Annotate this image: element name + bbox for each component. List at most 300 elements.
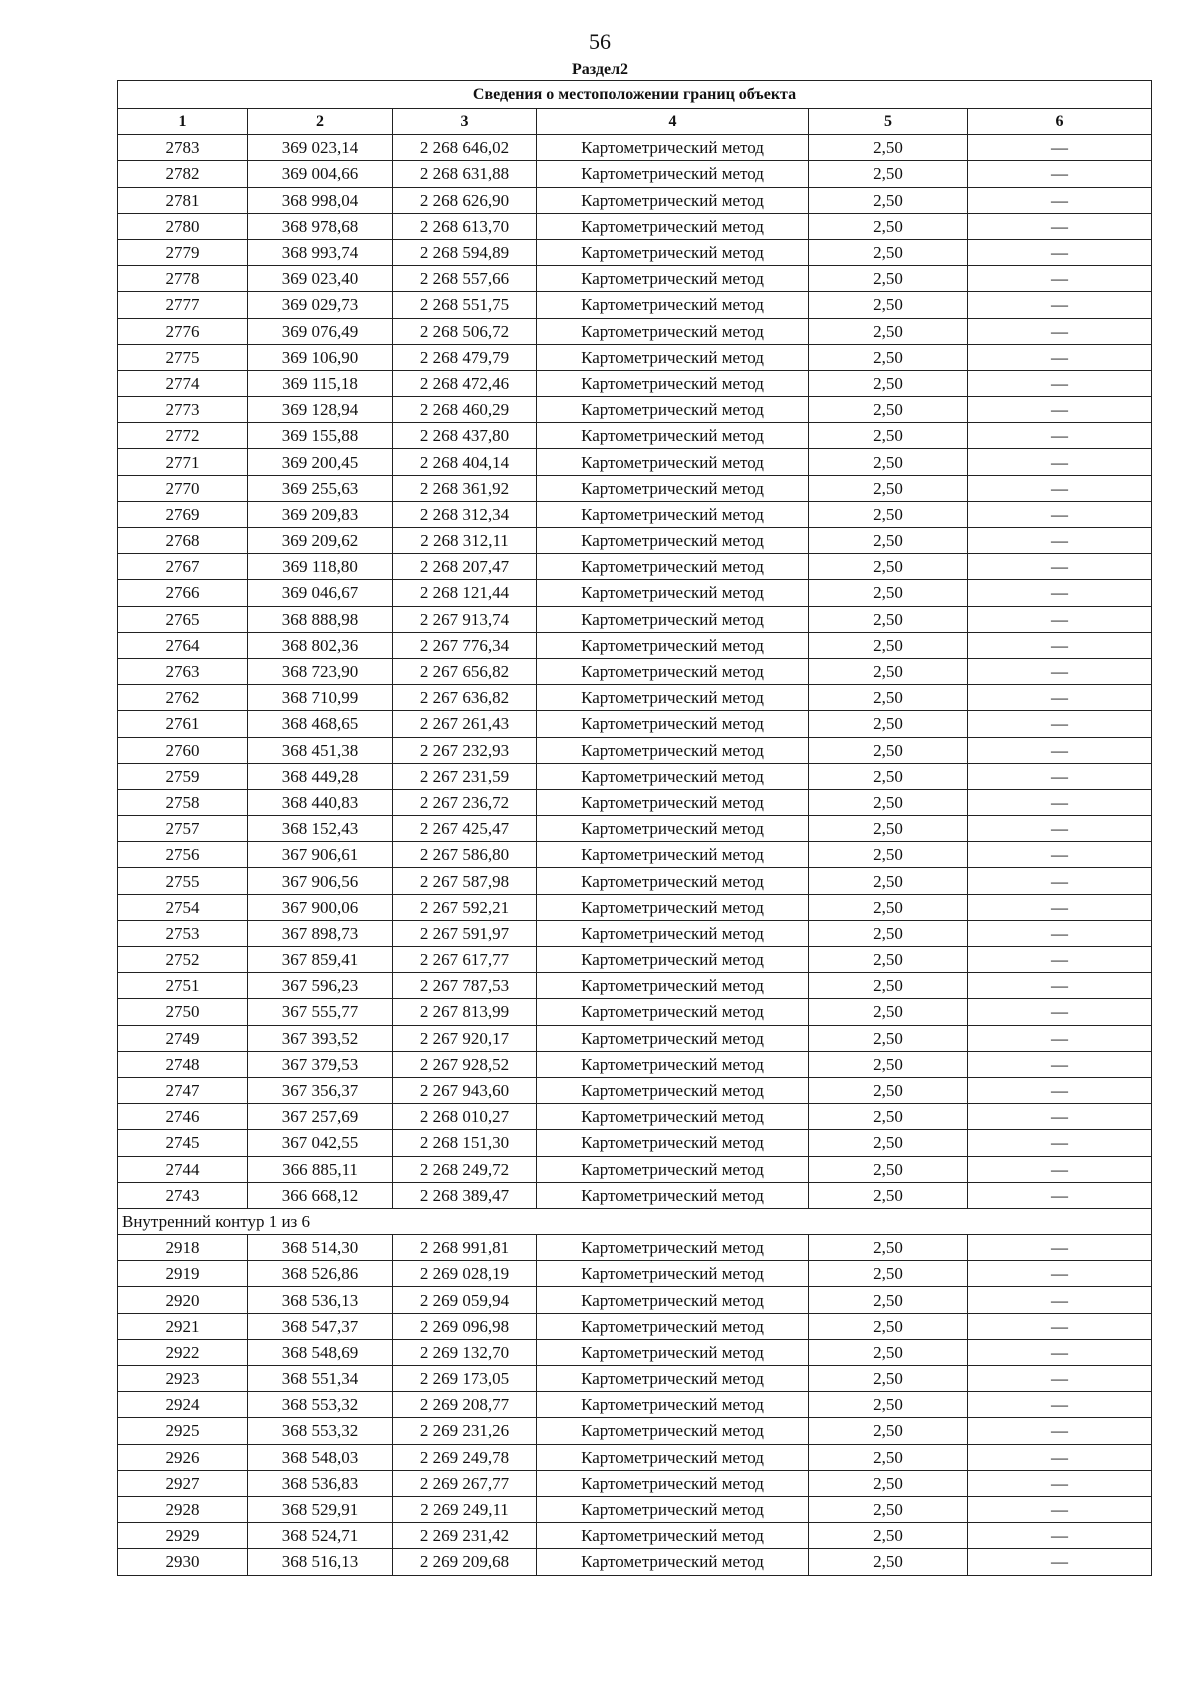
note-cell: —	[968, 213, 1152, 239]
method-cell: Картометрический метод	[537, 1496, 809, 1522]
precision-cell: 2,50	[809, 370, 968, 396]
note-cell: —	[968, 423, 1152, 449]
point-number-cell: 2766	[118, 580, 248, 606]
precision-cell: 2,50	[809, 920, 968, 946]
coordinate-x-cell: 369 115,18	[248, 370, 393, 396]
method-cell: Картометрический метод	[537, 947, 809, 973]
coordinate-y-cell: 2 268 121,44	[393, 580, 537, 606]
point-number-cell: 2919	[118, 1261, 248, 1287]
point-number-cell: 2923	[118, 1366, 248, 1392]
point-number-cell: 2755	[118, 868, 248, 894]
method-cell: Картометрический метод	[537, 370, 809, 396]
table-row	[118, 1156, 1152, 1182]
precision-cell: 2,50	[809, 632, 968, 658]
table-row	[118, 423, 1152, 449]
precision-cell: 2,50	[809, 1235, 968, 1261]
precision-cell: 2,50	[809, 501, 968, 527]
coordinate-y-cell: 2 267 656,82	[393, 658, 537, 684]
precision-cell: 2,50	[809, 763, 968, 789]
coordinate-y-cell: 2 267 928,52	[393, 1051, 537, 1077]
coordinate-x-cell: 369 155,88	[248, 423, 393, 449]
coordinate-x-cell: 368 468,65	[248, 711, 393, 737]
coordinate-x-cell: 369 023,14	[248, 135, 393, 161]
precision-cell: 2,50	[809, 1418, 968, 1444]
precision-cell: 2,50	[809, 1366, 968, 1392]
note-cell: —	[968, 1470, 1152, 1496]
table-body	[118, 135, 1152, 1575]
method-cell: Картометрический метод	[537, 1287, 809, 1313]
precision-cell: 2,50	[809, 1287, 968, 1313]
coordinate-x-cell: 367 906,56	[248, 868, 393, 894]
note-cell: —	[968, 737, 1152, 763]
point-number-cell: 2757	[118, 816, 248, 842]
note-cell: —	[968, 1366, 1152, 1392]
coordinate-y-cell: 2 268 631,88	[393, 161, 537, 187]
coordinate-y-cell: 2 268 506,72	[393, 318, 537, 344]
coordinate-x-cell: 368 152,43	[248, 816, 393, 842]
precision-cell: 2,50	[809, 1313, 968, 1339]
coordinate-y-cell: 2 268 557,66	[393, 266, 537, 292]
point-number-cell: 2764	[118, 632, 248, 658]
table-row	[118, 318, 1152, 344]
note-cell: —	[968, 1156, 1152, 1182]
coordinate-y-cell: 2 267 591,97	[393, 920, 537, 946]
note-cell: —	[968, 292, 1152, 318]
note-cell: —	[968, 580, 1152, 606]
coordinate-x-cell: 367 906,61	[248, 842, 393, 868]
coordinate-x-cell: 368 998,04	[248, 187, 393, 213]
coordinate-x-cell: 367 555,77	[248, 999, 393, 1025]
point-number-cell: 2930	[118, 1549, 248, 1575]
table-row	[118, 685, 1152, 711]
note-cell: —	[968, 344, 1152, 370]
precision-cell: 2,50	[809, 292, 968, 318]
table-row	[118, 1549, 1152, 1575]
table-row	[118, 1182, 1152, 1208]
coordinate-y-cell: 2 269 173,05	[393, 1366, 537, 1392]
note-cell: —	[968, 789, 1152, 815]
coordinate-y-cell: 2 268 404,14	[393, 449, 537, 475]
method-cell: Картометрический метод	[537, 1470, 809, 1496]
coordinate-x-cell: 368 536,83	[248, 1470, 393, 1496]
point-number-cell: 2780	[118, 213, 248, 239]
coordinate-y-cell: 2 267 232,93	[393, 737, 537, 763]
point-number-cell: 2765	[118, 606, 248, 632]
precision-cell: 2,50	[809, 528, 968, 554]
note-cell: —	[968, 370, 1152, 396]
coordinate-x-cell: 369 118,80	[248, 554, 393, 580]
table-row	[118, 1077, 1152, 1103]
note-cell: —	[968, 135, 1152, 161]
precision-cell: 2,50	[809, 868, 968, 894]
coordinate-y-cell: 2 267 943,60	[393, 1077, 537, 1103]
note-cell: —	[968, 528, 1152, 554]
point-number-cell: 2758	[118, 789, 248, 815]
coordinate-y-cell: 2 269 132,70	[393, 1339, 537, 1365]
coordinate-y-cell: 2 268 460,29	[393, 397, 537, 423]
boundary-table	[117, 80, 1152, 1576]
coordinate-x-cell: 369 255,63	[248, 475, 393, 501]
coordinate-y-cell: 2 269 231,42	[393, 1523, 537, 1549]
precision-cell: 2,50	[809, 135, 968, 161]
point-number-cell: 2918	[118, 1235, 248, 1261]
note-cell: —	[968, 554, 1152, 580]
note-cell: —	[968, 1418, 1152, 1444]
method-cell: Картометрический метод	[537, 318, 809, 344]
precision-cell: 2,50	[809, 1339, 968, 1365]
precision-cell: 2,50	[809, 1077, 968, 1103]
note-cell: —	[968, 1549, 1152, 1575]
coordinate-x-cell: 367 900,06	[248, 894, 393, 920]
precision-cell: 2,50	[809, 737, 968, 763]
precision-cell: 2,50	[809, 658, 968, 684]
table-row	[118, 1418, 1152, 1444]
point-number-cell: 2759	[118, 763, 248, 789]
table-row	[118, 1470, 1152, 1496]
method-cell: Картометрический метод	[537, 580, 809, 606]
method-cell: Картометрический метод	[537, 1077, 809, 1103]
table-row	[118, 606, 1152, 632]
coordinate-x-cell: 368 551,34	[248, 1366, 393, 1392]
table-row	[118, 1339, 1152, 1365]
method-cell: Картометрический метод	[537, 475, 809, 501]
coordinate-y-cell: 2 268 613,70	[393, 213, 537, 239]
table-row	[118, 737, 1152, 763]
point-number-cell: 2756	[118, 842, 248, 868]
note-cell: —	[968, 1235, 1152, 1261]
method-cell: Картометрический метод	[537, 449, 809, 475]
coordinate-y-cell: 2 268 991,81	[393, 1235, 537, 1261]
point-number-cell: 2754	[118, 894, 248, 920]
table-row	[118, 449, 1152, 475]
coordinate-x-cell: 368 547,37	[248, 1313, 393, 1339]
coordinate-y-cell: 2 268 010,27	[393, 1104, 537, 1130]
coordinate-x-cell: 368 548,03	[248, 1444, 393, 1470]
coordinate-y-cell: 2 267 617,77	[393, 947, 537, 973]
precision-cell: 2,50	[809, 1156, 968, 1182]
point-number-cell: 2753	[118, 920, 248, 946]
precision-cell: 2,50	[809, 1182, 968, 1208]
contour-label-row	[118, 1208, 1152, 1234]
coordinate-y-cell: 2 267 787,53	[393, 973, 537, 999]
method-cell: Картометрический метод	[537, 135, 809, 161]
coordinate-x-cell: 367 859,41	[248, 947, 393, 973]
point-number-cell: 2751	[118, 973, 248, 999]
coordinate-x-cell: 366 885,11	[248, 1156, 393, 1182]
table-row	[118, 161, 1152, 187]
coordinate-y-cell: 2 267 636,82	[393, 685, 537, 711]
note-cell: —	[968, 1025, 1152, 1051]
page-number: 56	[589, 29, 611, 54]
note-cell: —	[968, 658, 1152, 684]
table-row	[118, 763, 1152, 789]
note-cell: —	[968, 999, 1152, 1025]
column-header-row	[118, 109, 1152, 135]
point-number-cell: 2760	[118, 737, 248, 763]
precision-cell: 2,50	[809, 187, 968, 213]
note-cell: —	[968, 973, 1152, 999]
note-cell: —	[968, 1523, 1152, 1549]
coordinate-y-cell: 2 267 236,72	[393, 789, 537, 815]
point-number-cell: 2777	[118, 292, 248, 318]
point-number-cell: 2928	[118, 1496, 248, 1522]
precision-cell: 2,50	[809, 973, 968, 999]
coordinate-x-cell: 369 004,66	[248, 161, 393, 187]
method-cell: Картометрический метод	[537, 1235, 809, 1261]
table-row	[118, 816, 1152, 842]
note-cell: —	[968, 763, 1152, 789]
point-number-cell: 2748	[118, 1051, 248, 1077]
coordinate-y-cell: 2 269 096,98	[393, 1313, 537, 1339]
table-row	[118, 1025, 1152, 1051]
coordinate-x-cell: 368 553,32	[248, 1392, 393, 1418]
note-cell: —	[968, 894, 1152, 920]
table-row	[118, 1235, 1152, 1261]
coordinate-y-cell: 2 267 913,74	[393, 606, 537, 632]
precision-cell: 2,50	[809, 239, 968, 265]
method-cell: Картометрический метод	[537, 1261, 809, 1287]
coordinate-y-cell: 2 268 472,46	[393, 370, 537, 396]
coordinate-y-cell: 2 268 479,79	[393, 344, 537, 370]
precision-cell: 2,50	[809, 685, 968, 711]
method-cell: Картометрический метод	[537, 816, 809, 842]
precision-cell: 2,50	[809, 1523, 968, 1549]
coordinate-y-cell: 2 267 231,59	[393, 763, 537, 789]
method-cell: Картометрический метод	[537, 711, 809, 737]
coordinate-x-cell: 369 200,45	[248, 449, 393, 475]
precision-cell: 2,50	[809, 999, 968, 1025]
point-number-cell: 2761	[118, 711, 248, 737]
table-row	[118, 554, 1152, 580]
coordinate-y-cell: 2 268 249,72	[393, 1156, 537, 1182]
point-number-cell: 2925	[118, 1418, 248, 1444]
note-cell: —	[968, 239, 1152, 265]
coordinate-x-cell: 369 209,83	[248, 501, 393, 527]
coordinate-y-cell: 2 269 231,26	[393, 1418, 537, 1444]
coordinate-x-cell: 369 106,90	[248, 344, 393, 370]
coordinate-y-cell: 2 269 267,77	[393, 1470, 537, 1496]
coordinate-y-cell: 2 267 586,80	[393, 842, 537, 868]
coordinate-y-cell: 2 268 646,02	[393, 135, 537, 161]
coordinate-y-cell: 2 269 028,19	[393, 1261, 537, 1287]
note-cell: —	[968, 475, 1152, 501]
note-cell: —	[968, 1287, 1152, 1313]
coordinate-x-cell: 367 379,53	[248, 1051, 393, 1077]
coordinate-x-cell: 368 524,71	[248, 1523, 393, 1549]
coordinate-x-cell: 368 802,36	[248, 632, 393, 658]
point-number-cell: 2781	[118, 187, 248, 213]
coordinate-y-cell: 2 268 437,80	[393, 423, 537, 449]
coordinate-x-cell: 369 046,67	[248, 580, 393, 606]
note-cell: —	[968, 947, 1152, 973]
table-row	[118, 1051, 1152, 1077]
method-cell: Картометрический метод	[537, 1313, 809, 1339]
coordinate-y-cell: 2 268 207,47	[393, 554, 537, 580]
coordinate-y-cell: 2 268 361,92	[393, 475, 537, 501]
note-cell: —	[968, 1392, 1152, 1418]
note-cell: —	[968, 1104, 1152, 1130]
coordinate-x-cell: 368 553,32	[248, 1418, 393, 1444]
point-number-cell: 2771	[118, 449, 248, 475]
table-row	[118, 1287, 1152, 1313]
point-number-cell: 2776	[118, 318, 248, 344]
method-cell: Картометрический метод	[537, 606, 809, 632]
coordinate-y-cell: 2 269 208,77	[393, 1392, 537, 1418]
note-cell: —	[968, 1444, 1152, 1470]
method-cell: Картометрический метод	[537, 737, 809, 763]
precision-cell: 2,50	[809, 475, 968, 501]
note-cell: —	[968, 1496, 1152, 1522]
method-cell: Картометрический метод	[537, 1549, 809, 1575]
method-cell: Картометрический метод	[537, 344, 809, 370]
point-number-cell: 2927	[118, 1470, 248, 1496]
table-row	[118, 1392, 1152, 1418]
point-number-cell: 2770	[118, 475, 248, 501]
coordinate-x-cell: 367 356,37	[248, 1077, 393, 1103]
method-cell: Картометрический метод	[537, 632, 809, 658]
note-cell: —	[968, 711, 1152, 737]
precision-cell: 2,50	[809, 789, 968, 815]
column-header: 6	[968, 109, 1152, 135]
precision-cell: 2,50	[809, 947, 968, 973]
point-number-cell: 2779	[118, 239, 248, 265]
coordinate-y-cell: 2 269 059,94	[393, 1287, 537, 1313]
precision-cell: 2,50	[809, 1392, 968, 1418]
method-cell: Картометрический метод	[537, 763, 809, 789]
note-cell: —	[968, 1130, 1152, 1156]
note-cell: —	[968, 1313, 1152, 1339]
point-number-cell: 2926	[118, 1444, 248, 1470]
table-caption: Сведения о местоположении границ объекта	[118, 81, 1152, 109]
precision-cell: 2,50	[809, 554, 968, 580]
point-number-cell: 2920	[118, 1287, 248, 1313]
table-row	[118, 213, 1152, 239]
table-row	[118, 947, 1152, 973]
precision-cell: 2,50	[809, 894, 968, 920]
column-header: 1	[118, 109, 248, 135]
note-cell: —	[968, 1051, 1152, 1077]
method-cell: Картометрический метод	[537, 239, 809, 265]
precision-cell: 2,50	[809, 344, 968, 370]
table-row	[118, 920, 1152, 946]
coordinate-x-cell: 369 209,62	[248, 528, 393, 554]
method-cell: Картометрический метод	[537, 1392, 809, 1418]
table-row	[118, 868, 1152, 894]
table-row	[118, 1313, 1152, 1339]
precision-cell: 2,50	[809, 449, 968, 475]
point-number-cell: 2924	[118, 1392, 248, 1418]
precision-cell: 2,50	[809, 1549, 968, 1575]
contour-label: Внутренний контур 1 из 6	[118, 1208, 1152, 1234]
coordinate-x-cell: 367 042,55	[248, 1130, 393, 1156]
method-cell: Картометрический метод	[537, 1051, 809, 1077]
method-cell: Картометрический метод	[537, 213, 809, 239]
note-cell: —	[968, 161, 1152, 187]
point-number-cell: 2743	[118, 1182, 248, 1208]
point-number-cell: 2767	[118, 554, 248, 580]
method-cell: Картометрический метод	[537, 1130, 809, 1156]
coordinate-x-cell: 368 710,99	[248, 685, 393, 711]
precision-cell: 2,50	[809, 1444, 968, 1470]
point-number-cell: 2749	[118, 1025, 248, 1051]
note-cell: —	[968, 266, 1152, 292]
method-cell: Картометрический метод	[537, 1025, 809, 1051]
point-number-cell: 2762	[118, 685, 248, 711]
note-cell: —	[968, 318, 1152, 344]
coordinate-x-cell: 369 076,49	[248, 318, 393, 344]
point-number-cell: 2783	[118, 135, 248, 161]
coordinate-y-cell: 2 269 249,11	[393, 1496, 537, 1522]
coordinate-y-cell: 2 268 389,47	[393, 1182, 537, 1208]
coordinate-x-cell: 368 529,91	[248, 1496, 393, 1522]
precision-cell: 2,50	[809, 842, 968, 868]
point-number-cell: 2750	[118, 999, 248, 1025]
point-number-cell: 2745	[118, 1130, 248, 1156]
note-cell: —	[968, 685, 1152, 711]
point-number-cell: 2744	[118, 1156, 248, 1182]
coordinate-x-cell: 367 393,52	[248, 1025, 393, 1051]
precision-cell: 2,50	[809, 606, 968, 632]
table-row	[118, 842, 1152, 868]
note-cell: —	[968, 606, 1152, 632]
table-row	[118, 1261, 1152, 1287]
method-cell: Картометрический метод	[537, 1444, 809, 1470]
method-cell: Картометрический метод	[537, 423, 809, 449]
method-cell: Картометрический метод	[537, 868, 809, 894]
table-row	[118, 658, 1152, 684]
table-row	[118, 711, 1152, 737]
method-cell: Картометрический метод	[537, 1366, 809, 1392]
table-row	[118, 789, 1152, 815]
table-row	[118, 187, 1152, 213]
point-number-cell: 2929	[118, 1523, 248, 1549]
point-number-cell: 2778	[118, 266, 248, 292]
point-number-cell: 2773	[118, 397, 248, 423]
coordinate-y-cell: 2 268 594,89	[393, 239, 537, 265]
note-cell: —	[968, 1339, 1152, 1365]
table-row	[118, 397, 1152, 423]
table-row	[118, 501, 1152, 527]
coordinate-y-cell: 2 267 776,34	[393, 632, 537, 658]
method-cell: Картометрический метод	[537, 789, 809, 815]
coordinate-x-cell: 368 516,13	[248, 1549, 393, 1575]
point-number-cell: 2747	[118, 1077, 248, 1103]
table-row	[118, 292, 1152, 318]
table-row	[118, 1130, 1152, 1156]
table-row	[118, 973, 1152, 999]
note-cell: —	[968, 632, 1152, 658]
point-number-cell: 2782	[118, 161, 248, 187]
coordinate-x-cell: 368 548,69	[248, 1339, 393, 1365]
note-cell: —	[968, 868, 1152, 894]
coordinate-x-cell: 368 526,86	[248, 1261, 393, 1287]
method-cell: Картометрический метод	[537, 187, 809, 213]
point-number-cell: 2922	[118, 1339, 248, 1365]
coordinate-x-cell: 369 023,40	[248, 266, 393, 292]
precision-cell: 2,50	[809, 318, 968, 344]
table-row	[118, 1104, 1152, 1130]
note-cell: —	[968, 187, 1152, 213]
method-cell: Картометрический метод	[537, 685, 809, 711]
point-number-cell: 2772	[118, 423, 248, 449]
precision-cell: 2,50	[809, 1051, 968, 1077]
note-cell: —	[968, 1182, 1152, 1208]
note-cell: —	[968, 842, 1152, 868]
coordinate-x-cell: 367 596,23	[248, 973, 393, 999]
precision-cell: 2,50	[809, 161, 968, 187]
method-cell: Картометрический метод	[537, 894, 809, 920]
note-cell: —	[968, 449, 1152, 475]
